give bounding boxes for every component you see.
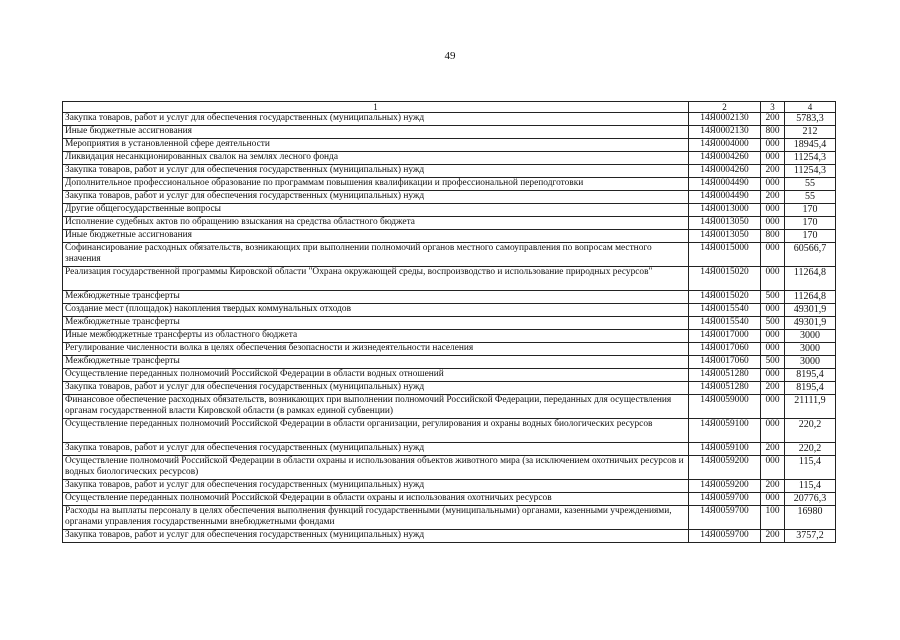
row-sum: 220,2 [785, 443, 836, 456]
row-sum: 8195,4 [785, 382, 836, 395]
row-expense-type: 000 [761, 419, 785, 443]
row-code: 14Я0015540 [689, 304, 761, 317]
row-expense-type: 000 [761, 243, 785, 267]
row-expense-type: 000 [761, 152, 785, 165]
row-sum: 170 [785, 217, 836, 230]
row-code: 14Я0051280 [689, 369, 761, 382]
row-name: Исполнение судебных актов по обращению взыскания на средства областного бюджета [63, 217, 689, 230]
row-name: Закупка товаров, работ и услуг для обеспечения государственных (муниципальных) нужд [63, 165, 689, 178]
row-name: Реализация государственной программы Кировской области "Охрана окружающей среды, воспроизводство и использование природных ресурсов" [63, 267, 689, 291]
header-col-3: 3 [761, 102, 785, 113]
table-row [63, 113, 836, 126]
row-expense-type: 000 [761, 493, 785, 506]
row-code: 14Я0002130 [689, 113, 761, 126]
table-row [63, 317, 836, 330]
row-sum: 49301,9 [785, 317, 836, 330]
row-expense-type: 000 [761, 139, 785, 152]
table-row [63, 480, 836, 493]
row-name: Межбюджетные трансферты [63, 317, 689, 330]
table-row [63, 382, 836, 395]
table-row [63, 443, 836, 456]
row-code: 14Я0059200 [689, 480, 761, 493]
row-expense-type: 000 [761, 267, 785, 291]
table-row [63, 330, 836, 343]
header-col-1: 1 [63, 102, 689, 113]
row-code: 14Я0004000 [689, 139, 761, 152]
table-row [63, 356, 836, 369]
row-expense-type: 200 [761, 165, 785, 178]
row-name: Финансовое обеспечение расходных обязательств, возникающих при выполнении полномочий Российской Федерации, переданных для осуществления органам государственной власти Кировской области (в рамках единой субвенции) [63, 395, 689, 419]
table-row [63, 419, 836, 443]
row-expense-type: 100 [761, 506, 785, 530]
row-sum: 55 [785, 191, 836, 204]
row-name: Межбюджетные трансферты [63, 356, 689, 369]
row-code: 14Я0004490 [689, 191, 761, 204]
row-code: 14Я0015000 [689, 243, 761, 267]
row-code: 14Я0004260 [689, 165, 761, 178]
budget-table [62, 101, 836, 543]
row-name: Закупка товаров, работ и услуг для обеспечения государственных (муниципальных) нужд [63, 113, 689, 126]
row-expense-type: 000 [761, 343, 785, 356]
row-name: Расходы на выплаты персоналу в целях обеспечения выполнения функций государственными (муниципальными) органами, казенными учреждениями, органами управления государственными внебюджетными фондами [63, 506, 689, 530]
row-sum: 55 [785, 178, 836, 191]
row-expense-type: 200 [761, 443, 785, 456]
row-name: Создание мест (площадок) накопления твердых коммунальных отходов [63, 304, 689, 317]
row-sum: 60566,7 [785, 243, 836, 267]
row-code: 14Я0059100 [689, 419, 761, 443]
row-name: Осуществление полномочий Российской Федерации в области охраны и использования объектов животного мира (за исключением охотничьих ресурсов и водных биологических ресурсов) [63, 456, 689, 480]
table-row [63, 230, 836, 243]
row-code: 14Я0004490 [689, 178, 761, 191]
row-sum: 11254,3 [785, 165, 836, 178]
page-number: 49 [444, 50, 456, 62]
header-col-4: 4 [785, 102, 836, 113]
row-sum: 220,2 [785, 419, 836, 443]
row-sum: 8195,4 [785, 369, 836, 382]
row-code: 14Я0013000 [689, 204, 761, 217]
table-row [63, 126, 836, 139]
row-expense-type: 000 [761, 395, 785, 419]
row-name: Осуществление переданных полномочий Российской Федерации в области водных отношений [63, 369, 689, 382]
row-expense-type: 200 [761, 480, 785, 493]
table-row [63, 191, 836, 204]
table-row [63, 165, 836, 178]
row-name: Мероприятия в установленной сфере деятельности [63, 139, 689, 152]
table-row [63, 456, 836, 480]
row-expense-type: 000 [761, 330, 785, 343]
table-row [63, 493, 836, 506]
row-name: Закупка товаров, работ и услуг для обеспечения государственных (муниципальных) нужд [63, 191, 689, 204]
row-expense-type: 000 [761, 217, 785, 230]
row-name: Иные бюджетные ассигнования [63, 126, 689, 139]
row-name: Софинансирование расходных обязательств, возникающих при выполнении полномочий органов местного самоуправления по вопросам местного значения [63, 243, 689, 267]
row-sum: 5783,3 [785, 113, 836, 126]
row-expense-type: 800 [761, 126, 785, 139]
row-expense-type: 200 [761, 113, 785, 126]
row-name: Ликвидация несанкционированных свалок на землях лесного фонда [63, 152, 689, 165]
table-row [63, 243, 836, 267]
table-row [63, 304, 836, 317]
row-name: Межбюджетные трансферты [63, 291, 689, 304]
row-expense-type: 800 [761, 230, 785, 243]
row-expense-type: 000 [761, 204, 785, 217]
table-row [63, 204, 836, 217]
row-code: 14Я0004260 [689, 152, 761, 165]
row-code: 14Я0059100 [689, 443, 761, 456]
row-expense-type: 200 [761, 382, 785, 395]
row-name: Регулирование численности волка в целях обеспечения безопасности и жизнедеятельности населения [63, 343, 689, 356]
row-sum: 20776,3 [785, 493, 836, 506]
row-code: 14Я0059700 [689, 506, 761, 530]
table-row [63, 343, 836, 356]
row-code: 14Я0059700 [689, 530, 761, 543]
row-expense-type: 000 [761, 178, 785, 191]
row-code: 14Я0015020 [689, 267, 761, 291]
row-expense-type: 200 [761, 530, 785, 543]
table-row [63, 178, 836, 191]
table-row [63, 152, 836, 165]
row-sum: 3000 [785, 356, 836, 369]
row-code: 14Я0059700 [689, 493, 761, 506]
row-name: Другие общегосударственные вопросы [63, 204, 689, 217]
row-code: 14Я0013050 [689, 230, 761, 243]
row-name: Иные бюджетные ассигнования [63, 230, 689, 243]
row-name: Дополнительное профессиональное образование по программам повышения квалификации и профессиональной переподготовки [63, 178, 689, 191]
row-sum: 11264,8 [785, 267, 836, 291]
row-sum: 11264,8 [785, 291, 836, 304]
row-name: Закупка товаров, работ и услуг для обеспечения государственных (муниципальных) нужд [63, 480, 689, 493]
row-code: 14Я0017060 [689, 343, 761, 356]
row-code: 14Я0015020 [689, 291, 761, 304]
table-header-row [63, 102, 836, 113]
row-sum: 3757,2 [785, 530, 836, 543]
row-code: 14Я0051280 [689, 382, 761, 395]
row-expense-type: 000 [761, 369, 785, 382]
row-name: Закупка товаров, работ и услуг для обеспечения государственных (муниципальных) нужд [63, 382, 689, 395]
row-expense-type: 500 [761, 317, 785, 330]
header-col-2: 2 [689, 102, 761, 113]
row-expense-type: 500 [761, 291, 785, 304]
table-row [63, 139, 836, 152]
row-sum: 18945,4 [785, 139, 836, 152]
row-sum: 49301,9 [785, 304, 836, 317]
table-row [63, 395, 836, 419]
row-name: Иные межбюджетные трансферты из областного бюджета [63, 330, 689, 343]
row-sum: 3000 [785, 330, 836, 343]
row-expense-type: 000 [761, 304, 785, 317]
table-row [63, 369, 836, 382]
row-code: 14Я0015540 [689, 317, 761, 330]
row-sum: 115,4 [785, 456, 836, 480]
row-sum: 115,4 [785, 480, 836, 493]
table-row [63, 291, 836, 304]
row-sum: 16980 [785, 506, 836, 530]
row-expense-type: 000 [761, 456, 785, 480]
row-code: 14Я0059000 [689, 395, 761, 419]
row-code: 14Я0017060 [689, 356, 761, 369]
row-sum: 3000 [785, 343, 836, 356]
row-sum: 11254,3 [785, 152, 836, 165]
row-expense-type: 200 [761, 191, 785, 204]
table-row [63, 506, 836, 530]
row-name: Закупка товаров, работ и услуг для обеспечения государственных (муниципальных) нужд [63, 530, 689, 543]
row-code: 14Я0013050 [689, 217, 761, 230]
table-row [63, 530, 836, 543]
row-name: Закупка товаров, работ и услуг для обеспечения государственных (муниципальных) нужд [63, 443, 689, 456]
row-sum: 21111,9 [785, 395, 836, 419]
row-code: 14Я0059200 [689, 456, 761, 480]
row-sum: 212 [785, 126, 836, 139]
row-code: 14Я0017000 [689, 330, 761, 343]
row-sum: 170 [785, 230, 836, 243]
row-sum: 170 [785, 204, 836, 217]
row-expense-type: 500 [761, 356, 785, 369]
row-code: 14Я0002130 [689, 126, 761, 139]
table-row [63, 267, 836, 291]
row-name: Осуществление переданных полномочий Российской Федерации в области охраны и использования охотничьих ресурсов [63, 493, 689, 506]
table-row [63, 217, 836, 230]
row-name: Осуществление переданных полномочий Российской Федерации в области организации, регулирования и охраны водных биологических ресурсов [63, 419, 689, 443]
